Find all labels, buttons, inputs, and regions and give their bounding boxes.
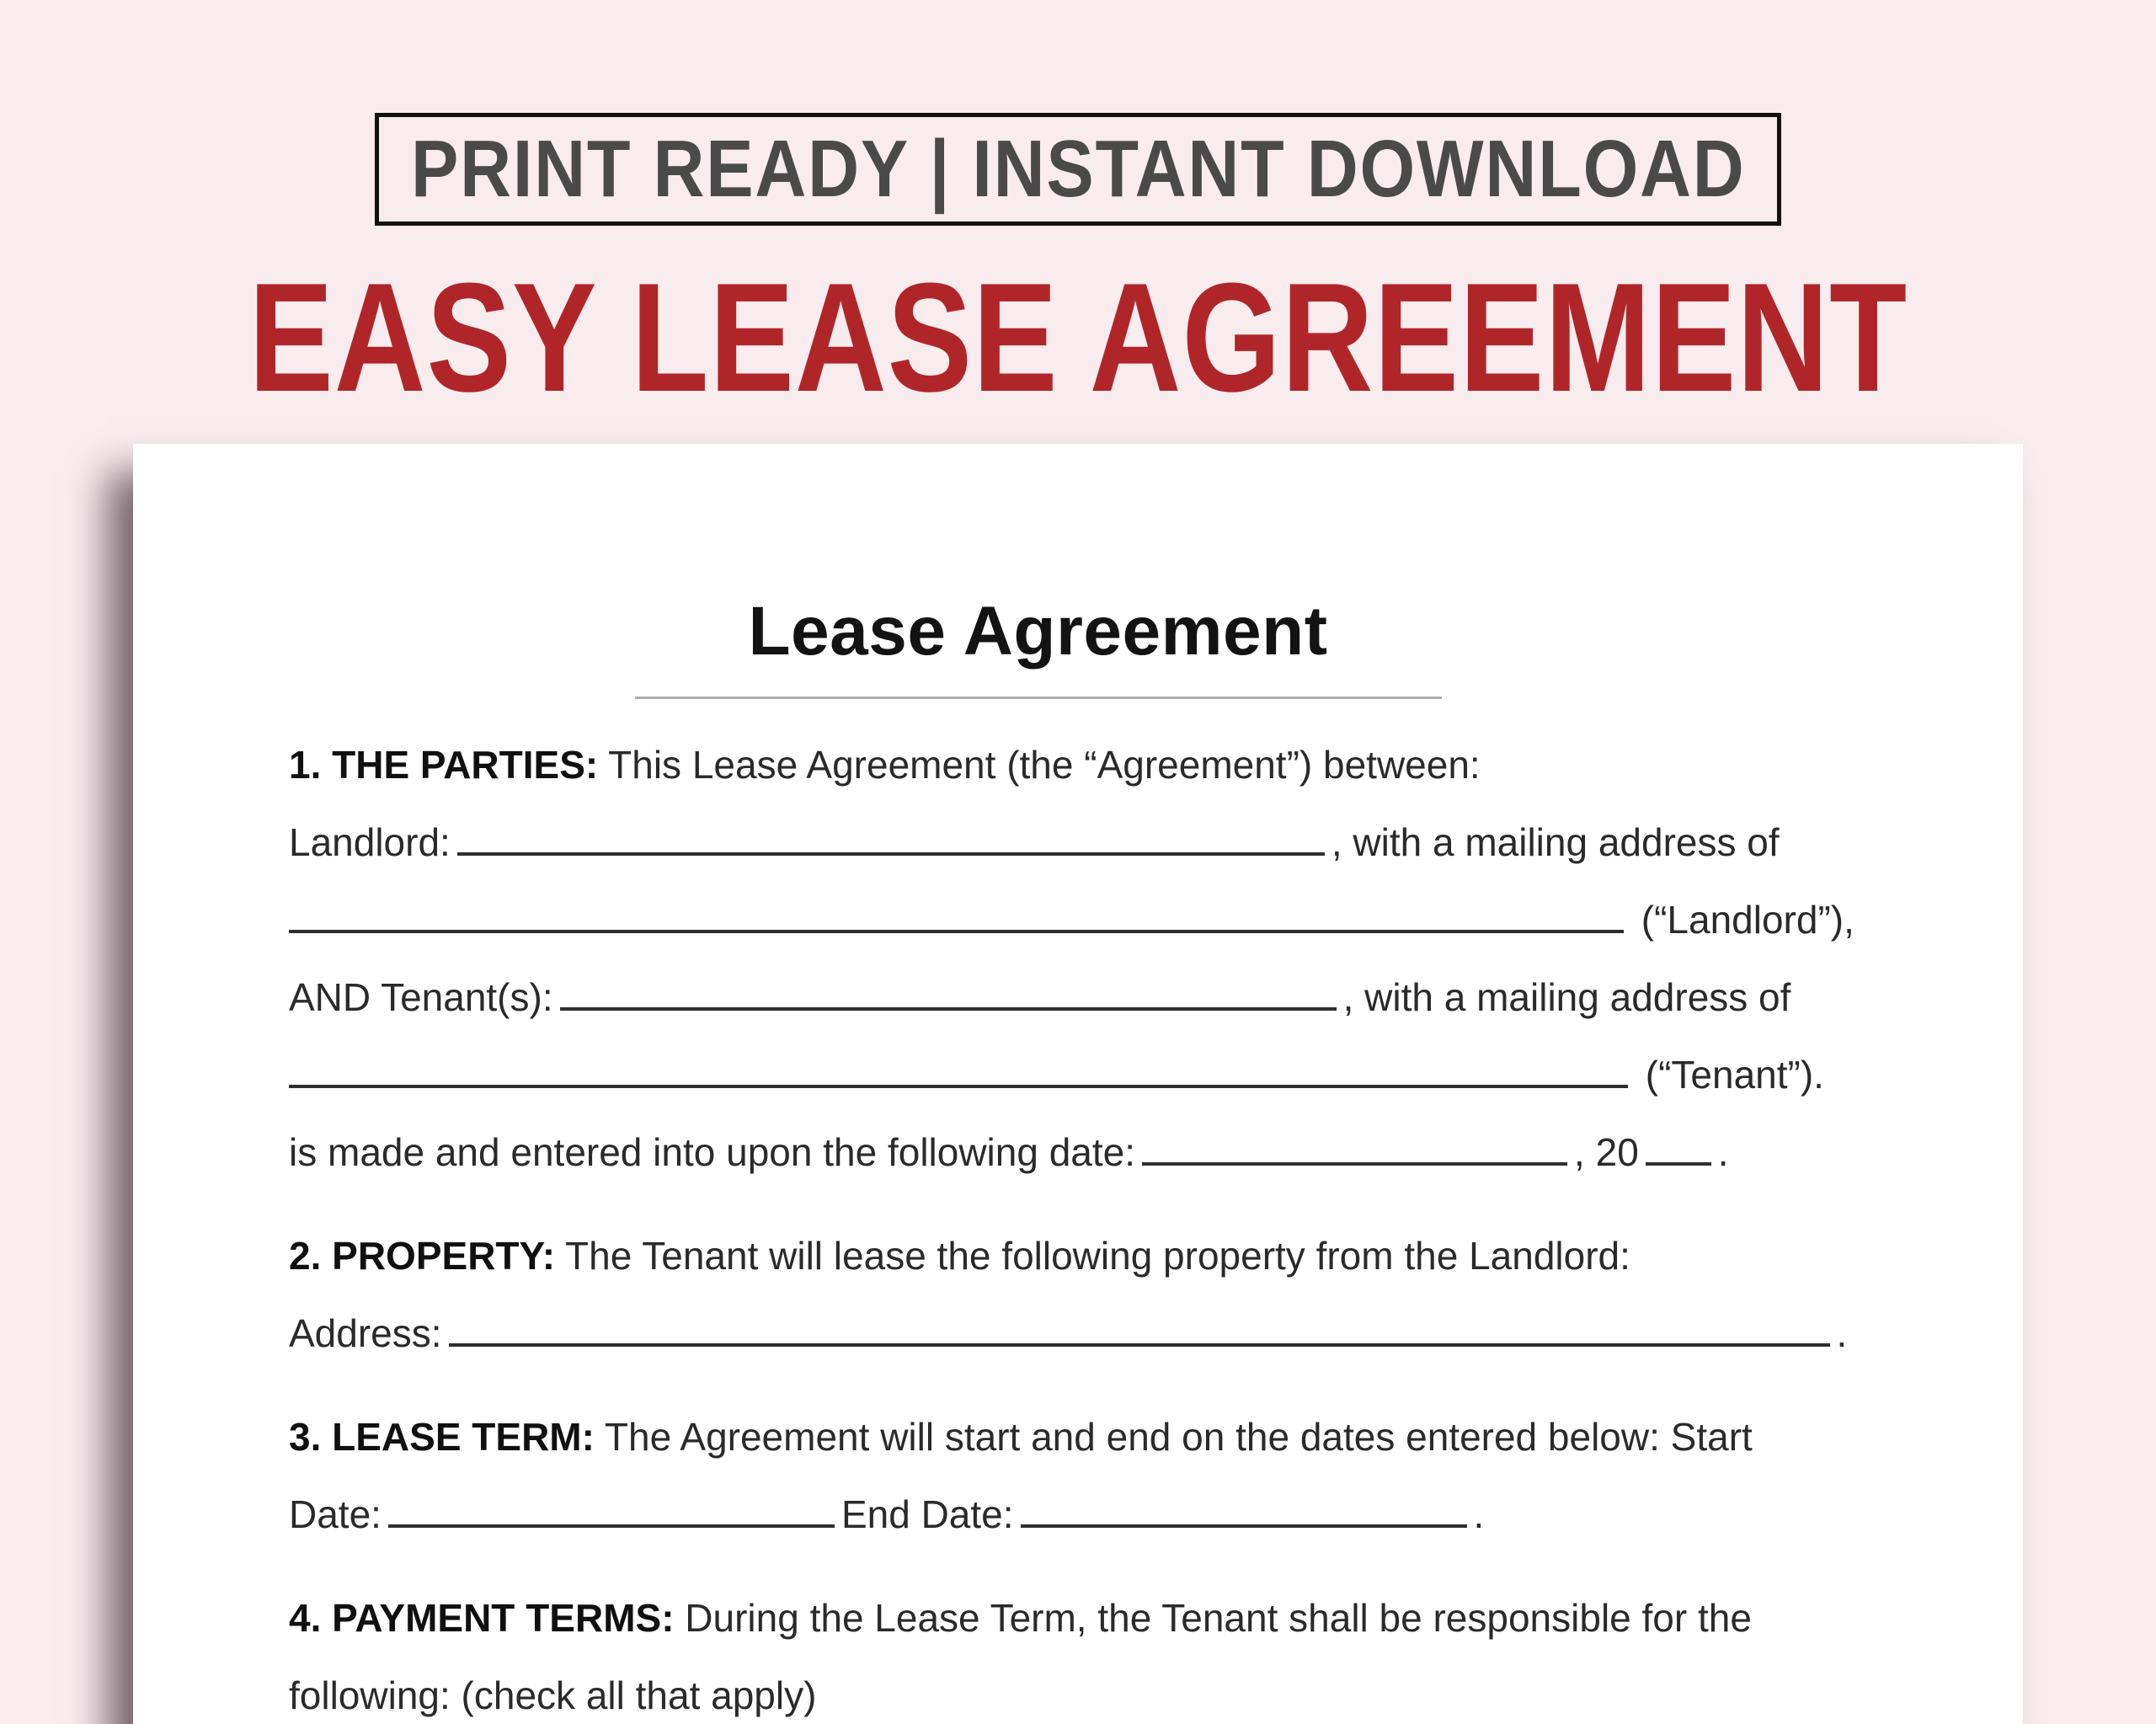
headline-text: EASY LEASE AGREEMENT xyxy=(248,250,1908,424)
end-date-label: End Date: xyxy=(841,1492,1014,1536)
section-parties xyxy=(289,726,1897,1191)
payment-terms-label: 4. PAYMENT TERMS: xyxy=(289,1596,675,1640)
property-address-blank xyxy=(449,1305,1830,1347)
start-date-blank xyxy=(388,1486,835,1528)
landlord-suffix: , with a mailing address of xyxy=(1331,820,1780,864)
section-lease-term xyxy=(289,1398,1897,1553)
parties-label: 1. THE PARTIES: xyxy=(289,743,599,787)
payment-terms-line2: following: (check all that apply) xyxy=(289,1673,817,1717)
tenant-name-blank xyxy=(560,969,1337,1011)
landlord-name-blank xyxy=(457,814,1325,856)
document-title: Lease Agreement xyxy=(748,593,1328,670)
section-property xyxy=(289,1217,1897,1372)
tenant-address-line xyxy=(289,1036,1897,1113)
landlord-paren: (“Landlord”), xyxy=(1630,898,1854,942)
landlord-address-blank xyxy=(289,891,1624,933)
banner-label: PRINT READY | INSTANT DOWNLOAD xyxy=(410,124,1746,214)
address-end: . xyxy=(1836,1311,1848,1355)
lease-term-intro-line xyxy=(289,1398,1897,1476)
property-address-line xyxy=(289,1294,1897,1372)
year-blank xyxy=(1646,1124,1711,1166)
date-mid: , 20 xyxy=(1574,1130,1639,1174)
property-label: 2. PROPERTY: xyxy=(289,1234,556,1278)
landlord-label: Landlord: xyxy=(289,820,451,864)
document-body xyxy=(289,726,1897,1724)
title-divider xyxy=(635,697,1442,699)
start-date-label: Date: xyxy=(289,1492,382,1536)
print-ready-banner xyxy=(375,113,1781,226)
headline xyxy=(0,250,2156,424)
date-intro: is made and entered into upon the following date: xyxy=(289,1130,1136,1174)
landlord-address-line xyxy=(289,881,1897,958)
lease-term-intro: The Agreement will start and end on the dates entered below: Start xyxy=(594,1415,1753,1459)
agreement-date-line xyxy=(289,1113,1897,1191)
property-intro: The Tenant will lease the following property from the Landlord: xyxy=(555,1234,1630,1278)
payment-terms-intro: During the Lease Term, the Tenant shall be responsible for the xyxy=(674,1596,1752,1640)
section-payment-terms xyxy=(289,1579,1897,1724)
lease-term-label: 3. LEASE TERM: xyxy=(289,1415,595,1459)
lease-agreement-document xyxy=(133,444,2023,1724)
tenant-line xyxy=(289,958,1897,1036)
tenant-label: AND Tenant(s): xyxy=(289,975,553,1019)
tenant-paren: (“Tenant”). xyxy=(1635,1053,1824,1097)
property-intro-line xyxy=(289,1217,1897,1294)
date-end: . xyxy=(1717,1130,1729,1174)
landlord-line xyxy=(289,803,1897,881)
tenant-suffix: , with a mailing address of xyxy=(1342,975,1791,1019)
parties-intro-line xyxy=(289,726,1897,803)
lease-dates-end: . xyxy=(1473,1492,1485,1536)
end-date-blank xyxy=(1021,1486,1467,1528)
parties-intro: This Lease Agreement (the “Agreement”) between: xyxy=(598,743,1481,787)
address-label: Address: xyxy=(289,1311,442,1355)
date-blank xyxy=(1142,1124,1567,1166)
lease-dates-line xyxy=(289,1476,1897,1553)
payment-terms-intro-line xyxy=(289,1579,1897,1657)
tenant-address-blank xyxy=(289,1046,1628,1088)
document-title-block xyxy=(289,593,1787,699)
